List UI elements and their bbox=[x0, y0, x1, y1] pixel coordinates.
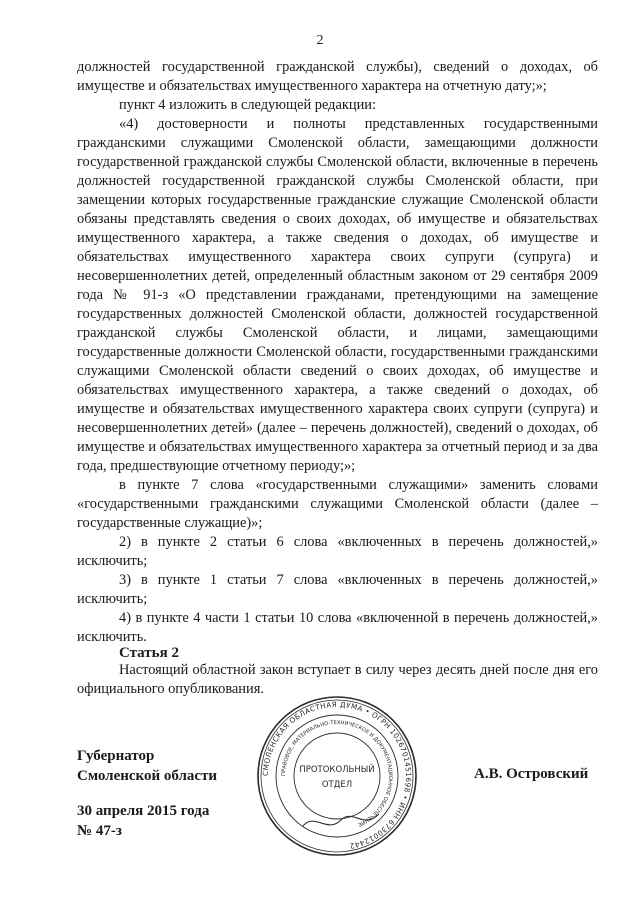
paragraph-point-7: в пункте 7 слова «государственными служащими» заменить словами «государственными гражданскими служащими Смоленской области (далее – государственные служащие)»; bbox=[77, 477, 598, 531]
page-number: 2 bbox=[316, 33, 324, 48]
paragraph-continuation: должностей государственной гражданской службы), сведений о доходах, об имуществе и обязательствах имущественного характера на отчетную дату;»; bbox=[77, 59, 598, 94]
paragraph-item-2: 2) в пункте 2 статьи 6 слова «включенных в перечень должностей,» исключить; bbox=[77, 534, 598, 569]
seal-middle-text: ПРАВОВОЕ, МАТЕРИАЛЬНО-ТЕХНИЧЕСКОЕ И ДОКУМЕНТАЦИОННОЕ ОБЕСПЕЧЕНИЕ bbox=[280, 719, 394, 828]
paragraph-point-4-text: «4) достоверности и полноты представленных государственными гражданскими служащими Смоленской области, замещающими должности государственной гражданской службы Смоленской области, включенные в перечень должностей государственной гражданской службы Смоленской области, при замещении которых государственные гражданские служащие Смоленской области обязаны представлять сведения о своих доходах, об имуществе и обязательствах имущественного характера, а также сведения о доходах, об имуществе и обязательствах имущественного характера своих супруги (супруга) и несовершеннолетних детей, определенный областным законом от 29 сентября 2009 года № 91-з «О представлении гражданами, претендующими на замещение государственных должностей Смоленской области, должностей государственной гражданской службы Смоленской области, и лицами, замещающими государственные должности Смоленской области, государственными гражданскими служащими Смоленской области сведений о своих доходах, об имуществе и обязательствах имущественного характера, а также сведений о доходах, об имуществе и обязательствах имущественного характера своих супруги (супруга) и несовершеннолетних детей» (далее – перечень должностей), сведений о доходах, об имуществе и обязательствах имущественного характера за отчетный период и за два года, предшествующие отчетному периоду;»; bbox=[77, 116, 598, 474]
signatory-name: А.В. Островский bbox=[474, 766, 589, 782]
paragraph-point-4-intro: пункт 4 изложить в следующей редакции: bbox=[119, 97, 376, 113]
signatory-title-line1: Губернатор bbox=[77, 748, 155, 764]
article-2-heading: Статья 2 bbox=[119, 645, 179, 661]
paragraph-item-3: 3) в пункте 1 статьи 7 слова «включенных в перечень должностей,» исключить; bbox=[77, 572, 598, 607]
law-number: № 47-з bbox=[77, 823, 122, 839]
official-seal-stamp bbox=[255, 694, 419, 858]
article-2-text: Настоящий областной закон вступает в силу через десять дней после дня его официального опубликования. bbox=[77, 662, 598, 697]
signatory-title-line2: Смоленской области bbox=[77, 768, 218, 784]
law-body bbox=[77, 58, 598, 647]
seal-outer-text: СМОЛЕНСКАЯ ОБЛАСТНАЯ ДУМА • ОГРН 1026701451698 • ИНН 6730012442 bbox=[260, 699, 414, 851]
seal-center-line2: ОТДЕЛ bbox=[321, 780, 353, 790]
seal-center-line1: ПРОТОКОЛЬНЫЙ bbox=[299, 765, 375, 775]
paragraph-item-4: 4) в пункте 4 части 1 статьи 10 слова «включенной в перечень должностей,» исключить. bbox=[77, 610, 598, 645]
adoption-date: 30 апреля 2015 года bbox=[77, 803, 210, 819]
